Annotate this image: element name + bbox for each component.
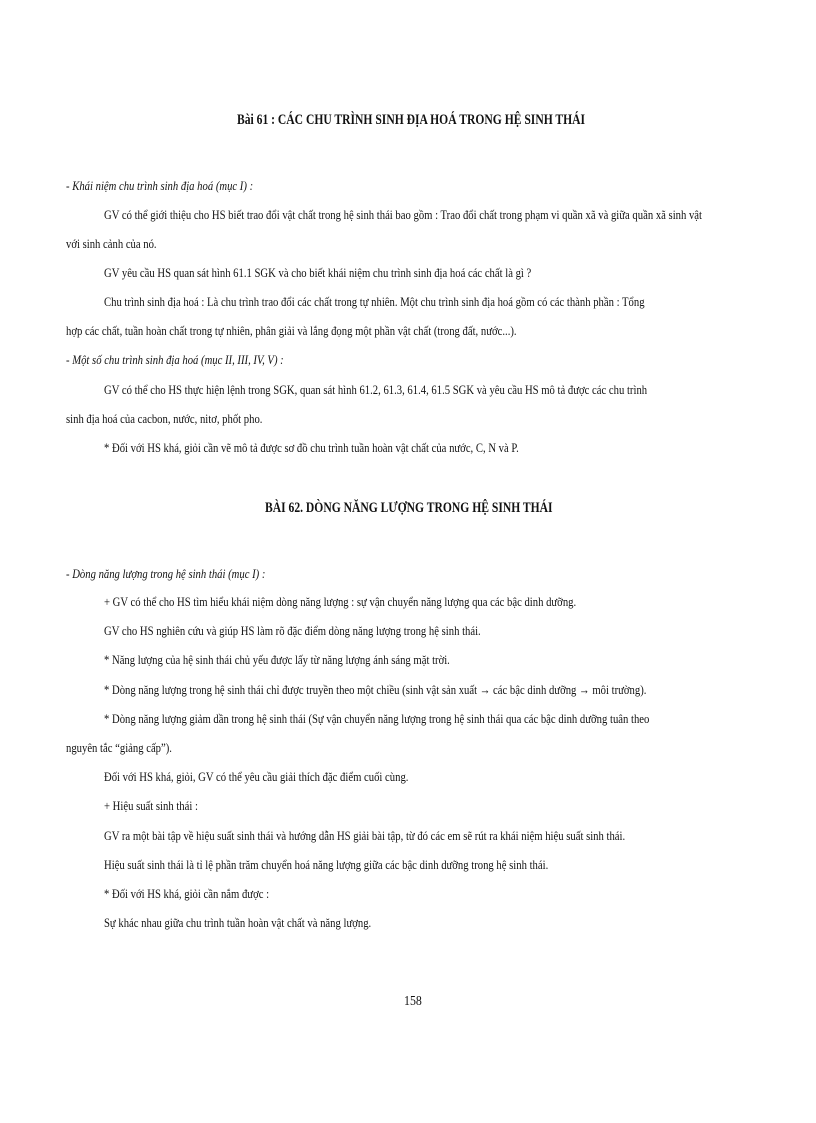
paragraph-line: + GV có thể cho HS tìm hiểu khái niệm dòng năng lượng : sự vận chuyển năng lượng qua các bậc dinh dưỡng. bbox=[104, 594, 577, 609]
lesson-61-title: Bài 61 : CÁC CHU TRÌNH SINH ĐỊA HOÁ TRONG HỆ SINH THÁI bbox=[237, 112, 586, 128]
lesson-62-title: BÀI 62. DÒNG NĂNG LƯỢNG TRONG HỆ SINH THÁI bbox=[265, 500, 553, 516]
paragraph-line: * Đối với HS khá, giỏi cần vẽ mô tả được sơ đồ chu trình tuần hoàn vật chất của nước, C, N và P. bbox=[104, 440, 519, 455]
section-heading-cycles: - Một số chu trình sinh địa hoá (mục II, III, IV, V) : bbox=[66, 352, 284, 367]
paragraph-line: * Năng lượng của hệ sinh thái chủ yếu được lấy từ năng lượng ánh sáng mặt trời. bbox=[104, 652, 450, 667]
paragraph-line: * Đối với HS khá, giỏi cần nắm được : bbox=[104, 886, 270, 901]
paragraph-line: hợp các chất, tuần hoàn chất trong tự nhiên, phân giải và lắng đọng một phần vật chất (trong đất, nước...). bbox=[66, 323, 517, 338]
paragraph-line: GV ra một bài tập về hiệu suất sinh thái và hướng dẫn HS giải bài tập, từ đó các em sẽ rút ra khái niệm hiệu suất sinh thái. bbox=[104, 828, 626, 843]
paragraph-line: Đối với HS khá, giỏi, GV có thể yêu cầu giải thích đặc điểm cuối cùng. bbox=[104, 769, 409, 784]
paragraph-line: nguyên tắc “giảng cấp”). bbox=[66, 740, 172, 755]
page-number: 158 bbox=[404, 994, 422, 1009]
paragraph-line: sinh địa hoá của cacbon, nước, nitơ, phốt pho. bbox=[66, 411, 263, 426]
paragraph-line: GV có thể cho HS thực hiện lệnh trong SGK, quan sát hình 61.2, 61.3, 61.4, 61.5 SGK và yêu cầu HS mô tả được các chu trình bbox=[104, 382, 648, 397]
paragraph-line: Hiệu suất sinh thái là tỉ lệ phần trăm chuyển hoá năng lượng giữa các bậc dinh dưỡng trong hệ sinh thái. bbox=[104, 857, 549, 872]
paragraph-line: với sinh cảnh của nó. bbox=[66, 236, 157, 251]
paragraph-line: GV cho HS nghiên cứu và giúp HS làm rõ đặc điểm dòng năng lượng trong hệ sinh thái. bbox=[104, 623, 481, 638]
paragraph-line: * Dòng năng lượng trong hệ sinh thái chỉ được truyền theo một chiều (sinh vật sản xuất → các bậc dinh dưỡng → môi trường). bbox=[104, 682, 647, 697]
paragraph-line: Chu trình sinh địa hoá : Là chu trình trao đổi các chất trong tự nhiên. Một chu trình sinh địa hoá gồm có các thành phần : Tổng bbox=[104, 294, 645, 309]
paragraph-line: + Hiệu suất sinh thái : bbox=[104, 798, 198, 813]
paragraph-line: GV yêu cầu HS quan sát hình 61.1 SGK và cho biết khái niệm chu trình sinh địa hoá các chất là gì ? bbox=[104, 265, 532, 280]
paragraph-line: * Dòng năng lượng giảm dần trong hệ sinh thái (Sự vận chuyển năng lượng trong hệ sinh thái qua các bậc dinh dưỡng tuân theo bbox=[104, 711, 650, 726]
section-heading-concept: - Khái niệm chu trình sinh địa hoá (mục I) : bbox=[66, 178, 254, 193]
paragraph-line: Sự khác nhau giữa chu trình tuần hoàn vật chất và năng lượng. bbox=[104, 915, 372, 930]
section-heading-energy-flow: - Dòng năng lượng trong hệ sinh thái (mục I) : bbox=[66, 566, 266, 581]
paragraph-line: GV có thể giới thiệu cho HS biết trao đổi vật chất trong hệ sinh thái bao gồm : Trao đổi chất trong phạm vi quần xã và giữa quần xã sinh vật bbox=[104, 207, 703, 222]
